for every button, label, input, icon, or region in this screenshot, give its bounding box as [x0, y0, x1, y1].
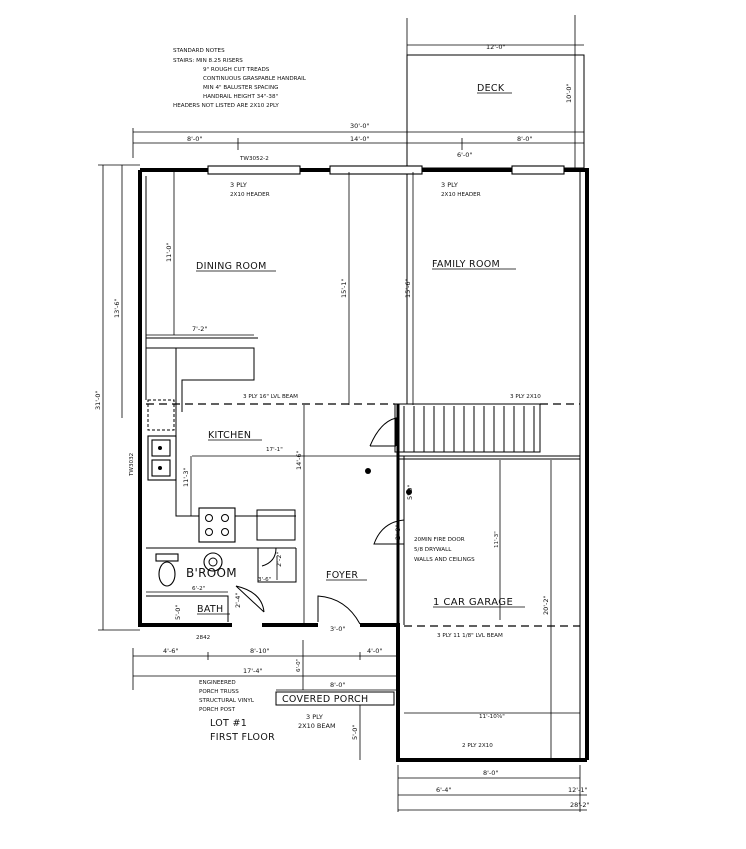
top-dimensions	[133, 122, 584, 162]
room-label-bath: BATH	[197, 604, 224, 615]
garage-header-label: 2 PLY 2X10	[462, 743, 493, 749]
dim-top-left: 8'-0"	[187, 135, 203, 143]
dim-top-mid: 14'-0"	[350, 135, 370, 143]
refrigerator-icon	[257, 510, 295, 540]
porch-beam-type: 2X10 BEAM	[298, 722, 336, 730]
dim-garage-inner: 11'-3"	[494, 531, 500, 548]
light-fixture-icon	[365, 468, 371, 474]
dim-counter: 7'-2"	[192, 325, 208, 333]
room-label-porch: COVERED PORCH	[282, 694, 369, 705]
dim-deck-width: 12'-0"	[486, 43, 506, 51]
dim-kitchen-depth: 11'-3"	[182, 467, 190, 487]
note-line: HEADERS NOT LISTED ARE 2X10 2PLY	[173, 103, 279, 109]
window-label-top: TW3052-2	[240, 156, 269, 162]
floor-label: FIRST FLOOR	[210, 732, 275, 743]
garage-bottom-dimensions	[398, 765, 590, 812]
header-right-type: 2X10 HEADER	[441, 192, 481, 198]
standard-notes	[173, 48, 307, 109]
dim-foyer-depth: 14'-6"	[295, 450, 303, 470]
truss-label-3: STRUCTURAL VINYL	[199, 698, 254, 704]
dim-overall-depth: 31'-0"	[94, 390, 102, 410]
room-label-garage: 1 CAR GARAGE	[433, 597, 514, 608]
dim-deck-offset: 6'-0"	[457, 151, 473, 159]
exterior-walls	[140, 168, 587, 760]
truss-label-4: PORCH POST	[199, 707, 236, 713]
lot-label: LOT #1	[210, 718, 248, 729]
bath-door-label: 2842	[196, 635, 211, 641]
fire-walls-label: WALLS AND CEILINGS	[414, 557, 475, 563]
note-line: STANDARD NOTES	[173, 48, 225, 54]
dim-garage-door: 2'-8"	[394, 524, 402, 540]
beam-2x10-label: 3 PLY 2X10	[510, 394, 541, 400]
dim-upper-depth: 13'-6"	[113, 298, 121, 318]
dim-deck-depth: 10'-0"	[565, 83, 573, 103]
room-label-dining: DINING ROOM	[196, 261, 267, 272]
deck	[407, 15, 584, 168]
fire-door-label: 20MIN FIRE DOOR	[414, 537, 465, 543]
dim-foyer-door: 3'-0"	[330, 625, 346, 633]
beam-lvl-label: 3 PLY 16" LVL BEAM	[243, 394, 298, 400]
upper-rooms	[146, 172, 516, 405]
fire-drywall-label: 5/8 DRYWALL	[414, 547, 452, 553]
bathroom	[146, 548, 296, 641]
note-line: HANDRAIL HEIGHT 34"-38"	[203, 94, 279, 100]
room-label-family: FAMILY ROOM	[432, 259, 500, 270]
dim-garage-depth: 20'-2"	[542, 595, 550, 615]
porch-beam-ply: 3 PLY	[306, 713, 323, 721]
note-line: 9" ROUGH CUT TREADS	[203, 67, 270, 73]
dim-kitchen-width: 17'-1"	[266, 447, 283, 453]
dim-garage-left: 6'-4"	[436, 786, 452, 794]
truss-label-1: ENGINEERED	[199, 680, 236, 686]
window-label-side: TW3032	[129, 452, 135, 476]
dim-porch-depth: 6'-0"	[296, 658, 302, 672]
dim-garage-right: 12'-1"	[568, 786, 588, 794]
garage-beam-label: 3 PLY 11 1/8" LVL BEAM	[437, 633, 503, 639]
dim-porch-width: 8'-0"	[330, 681, 346, 689]
dim-family-h: 15'-6"	[404, 278, 412, 298]
garage	[374, 460, 580, 760]
dim-top-right: 8'-0"	[517, 135, 533, 143]
left-dimensions	[94, 165, 140, 630]
room-label-kitchen: KITCHEN	[208, 430, 252, 441]
note-line: MIN 4" BALUSTER SPACING	[203, 85, 279, 91]
range-icon	[199, 508, 235, 542]
dim-bottom-1: 4'-6"	[163, 647, 179, 655]
header-left-ply: 3 PLY	[230, 181, 247, 189]
header-right-ply: 3 PLY	[441, 181, 458, 189]
dim-bath-h: 5'-0"	[174, 604, 182, 620]
dim-closet: 3'-6"	[258, 577, 272, 583]
dim-bath-w: 6'-2"	[192, 586, 206, 592]
dim-garage-total: 28'-2"	[570, 801, 590, 809]
stairs	[395, 404, 580, 625]
deck-outline	[407, 55, 584, 168]
dim-bottom-total: 17'-4"	[243, 667, 263, 675]
dim-dining-h: 15'-1"	[340, 278, 348, 298]
room-label-broom: B'ROOM	[186, 566, 237, 580]
dim-overall-width: 30'-0"	[350, 122, 370, 130]
front-door	[318, 596, 360, 633]
bottom-dimensions	[133, 640, 398, 760]
dim-bottom-2: 8'-10"	[250, 647, 270, 655]
note-line: CONTINUOUS GRASPABLE HANDRAIL	[203, 76, 306, 82]
dim-bath-h2: 2'-4"	[234, 592, 242, 608]
dim-porch-h: 5'-0"	[351, 724, 359, 740]
room-label-foyer: FOYER	[326, 570, 359, 581]
dim-dining-depth: 11'-0"	[165, 242, 173, 262]
toilet-icon	[159, 562, 175, 586]
dim-hall: 2'-2"	[275, 551, 283, 567]
note-line: STAIRS: MIN 8.25 RISERS	[173, 58, 243, 64]
stair-run	[395, 404, 540, 452]
dim-bottom-3: 4'-0"	[367, 647, 383, 655]
dim-garage-bottom: 8'-0"	[483, 769, 499, 777]
header-left-type: 2X10 HEADER	[230, 192, 270, 198]
truss-label-2: PORCH TRUSS	[199, 689, 239, 695]
dim-stair-down: 5'-0"	[406, 484, 414, 500]
room-label-deck: DECK	[477, 83, 505, 94]
dim-garage-width: 11'-10⅝"	[479, 714, 505, 720]
